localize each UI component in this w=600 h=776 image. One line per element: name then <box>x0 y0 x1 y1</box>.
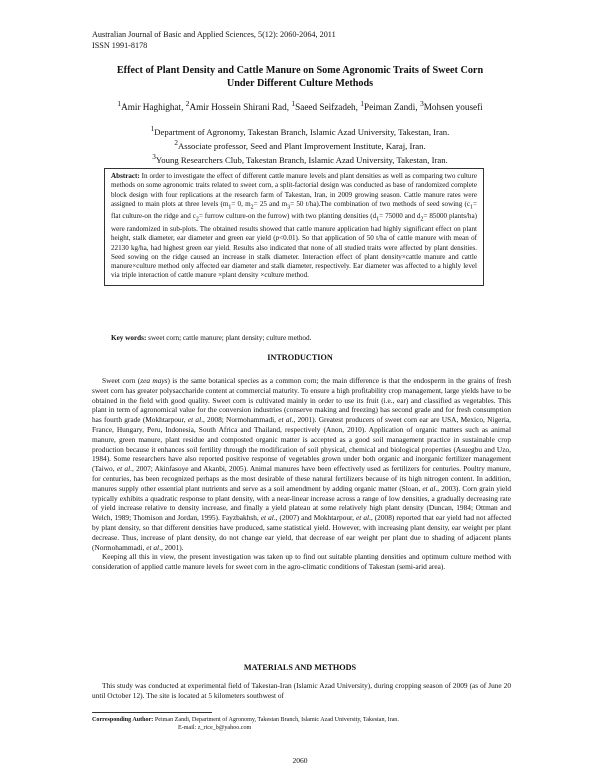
intro-text: ., (2008) reported that ear yield had not affected by plant density, so that different densities have produced, same statistical yield. However, with increasing plant density, ear weight per plant decrease. Thus, increase of plant density, do not change ear yield, that decrease of ear weight per plant due to shading of adjacent plants (Normohammadi, <box>92 513 512 552</box>
intro-italic: et al <box>356 513 370 523</box>
abstract-box <box>104 168 484 286</box>
author-name: Amir Haghighat, <box>121 102 186 113</box>
footnote-email: E-mail: z_rice_b@yahoo.com <box>178 725 252 732</box>
keywords-text: sweet corn; cattle manure; plant density; culture method. <box>146 334 312 342</box>
keywords-label: Key words: <box>111 334 147 342</box>
author-list <box>60 98 540 113</box>
intro-text: ., 2003). Corn grain yield typically exhibits a quadratic response to plant density, with a near-linear increase across a range of low densities, a gradually decreasing rate of yield increase relative to density increase, and finally a yield plateau at some relatively high plant density (Duncan, 1984; Ottman and Welch, 1989; Thomison and Jordan, 1995). Fayzbakhsh, <box>92 483 511 523</box>
footnote-label: Corresponding Author: <box>92 717 154 723</box>
abstract-sub: 2 <box>195 216 199 223</box>
intro-text: ., 2001). Greatest producers of sweet corn ear are USA, Mexico, Nigeria, France, Hungary, Peru, Indonesia, South Africa and Thailand, respectively (Anon, 2010). Application of organic matters such as animal manure, green manure, plant residue and composted organic matter is accepted as a good soil management practice in sustainable crop production because it enhances soil fertility through the modification of soil physical, chemical and biological properties (Asuegbu and Uzo, 1984). Some researchers have also reported positive response of vegetables grown under both organic and inorganic fertilizer management (Taiwo, <box>92 415 511 474</box>
author-sup: 1 <box>117 99 122 108</box>
intro-text: ., 2008; Normohammadi, <box>201 415 279 425</box>
intro-italic: et al <box>260 513 274 523</box>
abstract-sub: 3 <box>287 204 291 211</box>
abstract-text: = flat culture-on the ridge and c <box>111 199 477 221</box>
abstract-sub: 1 <box>228 204 232 211</box>
abstract-sub: 2 <box>420 216 424 223</box>
footnote-text: Peiman Zandi, Department of Agronomy, Takestan Branch, Islamic Azad University, Takestan, Iran. <box>153 717 399 723</box>
affiliation-text: Department of Agronomy, Takestan Branch, Islamic Azad University, Takestan, Iran. <box>154 126 450 137</box>
journal-issn: ISSN 1991-8178 <box>92 41 148 50</box>
journal-citation: Australian Journal of Basic and Applied Sciences, 5(12): 2060-2064, 2011 <box>92 30 336 39</box>
affiliation-1 <box>60 124 540 138</box>
author-name: Saeed Seifzadeh, <box>295 102 361 113</box>
methods-paragraph-1: This study was conducted at experimental field of Takestan-Iran (Islamic Azad University), during cropping season of 2009 (as of June 20 until October 12). The site is located at 5 kilometers southwest of <box>92 681 511 700</box>
author-sup: 2 <box>185 99 190 108</box>
affiliation-sup: 2 <box>174 139 178 148</box>
journal-header <box>92 29 336 51</box>
intro-text: Sweet corn ( <box>102 376 141 385</box>
intro-paragraph-1 <box>92 376 511 552</box>
affiliation-sup: 1 <box>150 125 155 133</box>
affiliation-text: Associate professor, Seed and Plant Improvement Institute, Karaj, Iran. <box>177 140 426 151</box>
affiliation-text: Young Researchers Club, Takestan Branch, Islamic Azad University, Takestan, Iran. <box>155 155 448 166</box>
introduction-body <box>92 376 511 572</box>
footnote-line <box>92 716 511 724</box>
author-name: Amir Hossein Shirani Rad, <box>189 102 292 113</box>
author-sup: 1 <box>291 99 296 108</box>
affiliation-2 <box>60 138 540 152</box>
intro-italic: et al <box>422 483 436 493</box>
page-number: 2060 <box>292 756 308 765</box>
intro-text: ., (2007) and Mokhtarpour, <box>273 513 357 523</box>
affiliation-sup: 3 <box>152 153 156 162</box>
author-name: Peiman Zandi, <box>364 102 420 113</box>
abstract-sub: 2 <box>250 204 254 211</box>
author-sup: 1 <box>360 99 365 108</box>
abstract-italic: p <box>275 234 280 243</box>
abstract-text: = 0, m <box>231 199 251 208</box>
intro-italic: zea mays <box>140 376 168 385</box>
abstract-text: = 25 and m <box>253 199 288 208</box>
abstract-text: = 85000 plants/ha) were randomized in sub-plots. The obtained results showed that cattle manure application had highly significant effect on plant height, stalk diameter, ear diameter and green ear yield ( <box>111 212 477 243</box>
affiliations <box>60 124 540 166</box>
intro-italic: et al <box>146 542 160 552</box>
footnote-divider <box>92 712 212 713</box>
intro-italic: et al <box>278 415 292 425</box>
corresponding-author-footnote <box>92 716 511 733</box>
abstract-sub: 1 <box>470 204 473 211</box>
abstract-sub: 1 <box>376 216 380 223</box>
title-line-1: Effect of Plant Density and Cattle Manure on Some Agronomic Traits of Sweet Corn <box>116 65 484 76</box>
author-name: Mohsen yousefi <box>423 102 483 113</box>
title-line-2: Under Different Culture Methods <box>226 77 374 89</box>
abstract-text: = 50 t/ha).The combination of two methods of seed sowing (c <box>290 199 471 208</box>
introduction-heading: INTRODUCTION <box>267 353 333 362</box>
intro-paragraph-2: Keeping all this in view, the present investigation was taken up to find out suitable planting densities and optimum culture method with consideration of applied cattle manure levels for sweet corn in the agro-climatic conditions of Takestan (semi-arid area). <box>92 552 511 572</box>
abstract-text: In order to investigate the effect of different cattle manure levels and plant densities as well as comparing two culture methods on some agronomic traits related to sweet corn, a split-factorial design was conducted as base of randomized complete block design with four replications at the research farm of Takestan, Iran, in 2009 growing season. Cattle manure rates were assigned to main plots at three levels (m <box>111 172 477 208</box>
intro-italic: et al <box>116 464 131 474</box>
intro-italic: et al <box>187 415 202 425</box>
intro-text: ., 2007; Akinfasoye and Akanbi, 2005). Animal manures have been effectively used as fertilizers for centuries. Poultry manure, for centuries, has been recognized perhaps as the most desirable of these natural fertilizers because of its high nitrogen content. In addition, manures supply other essential plant nutrients and serve as a soil amendment by adding organic matter (Sloan, <box>92 464 511 493</box>
keywords <box>111 334 481 343</box>
abstract-text: = 75000 and d <box>379 212 421 221</box>
abstract-label: Abstract: <box>111 172 140 180</box>
methods-body <box>92 681 511 701</box>
intro-text: ) is the same botanical species as a common corn; the main difference is that the endosperm in the grains of fresh sweet corn has greater polysaccharide content at commercial maturity. To ensure a high profitability crop management, large yields have to be obtained in the field with good quality. Sweet corn is cultivated mainly in order to use its fruit (i.e., ear) and classified as vegetables. This plant in term of agronomical value for the conversion industries (conserve making and freezing) has second grade and for fresh consumption has fourth grade (Mokhtarpour, <box>92 376 512 425</box>
methods-heading: MATERIALS AND METHODS <box>243 663 357 672</box>
affiliation-3 <box>60 152 540 166</box>
intro-text: ., 2001). <box>159 542 184 552</box>
paper-title <box>60 65 540 90</box>
abstract-text: = furrow culture-on the furrow) with two planting densities (d <box>198 212 377 221</box>
abstract-text: <0.01). So that application of 50 t/ha of cattle manure with mean of 22130 kg/ha, had highest green ear yield. Results also indicated that none of all studied traits were affected by plant densities. Seed sowing on the ridge caused an increase in stalk diameter. Interaction effect of plant density×cattle manure and cattle manure×culture method only affected ear diameter and stalk diameter, respectively. Ear diameter was affected to a highly level via triple interaction of cattle manure ×plant density ×culture method. <box>111 234 478 280</box>
author-sup: 3 <box>419 99 424 108</box>
